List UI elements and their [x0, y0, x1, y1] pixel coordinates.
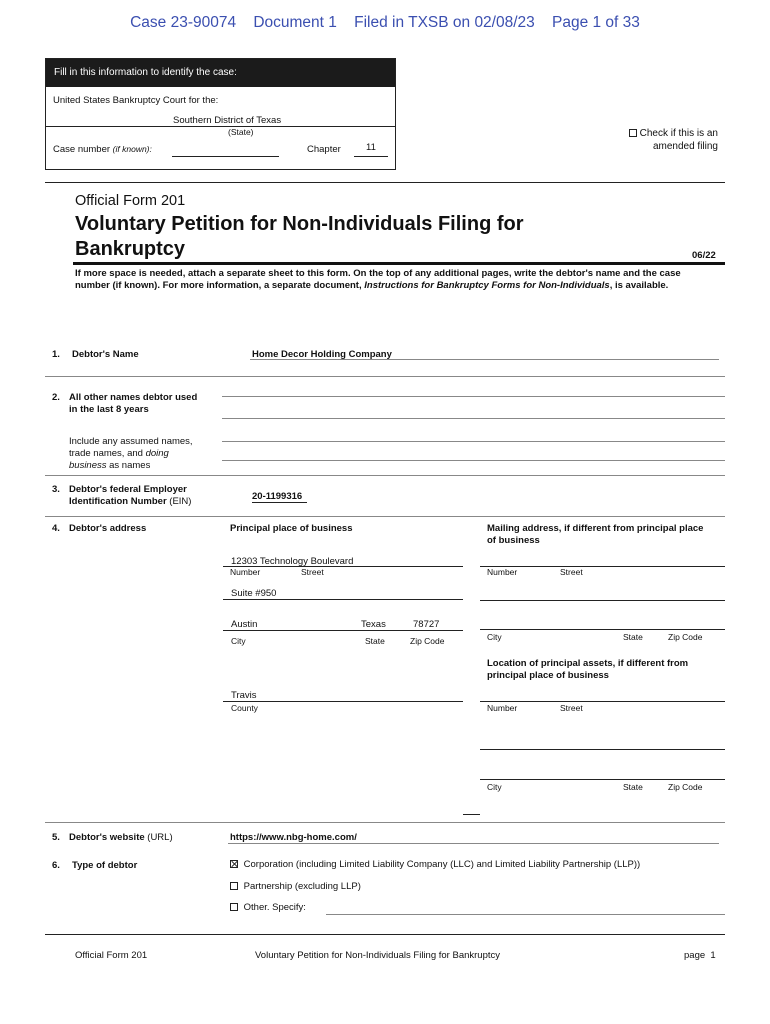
location-state-caption: State: [623, 782, 643, 792]
other-names-field-4[interactable]: [222, 460, 725, 461]
mailing-number-caption: Number: [487, 567, 518, 577]
footer-form-name: Official Form 201: [75, 950, 148, 961]
q5-label: Debtor's website (URL): [69, 832, 173, 843]
corporation-label: Corporation (including Limited Liability Company (LLC) and Limited Liability Partnership (LLP)): [243, 859, 641, 870]
amended-label-line2: amended filing: [652, 141, 718, 152]
debtor-type-corporation[interactable]: [230, 859, 640, 870]
principal-city-caption: City: [231, 636, 246, 646]
principal-county-value[interactable]: Travis: [231, 690, 257, 701]
principal-street-caption: Street: [301, 567, 324, 577]
location-number-caption: Number: [487, 703, 518, 713]
form-title-line2: Bankruptcy: [75, 238, 186, 260]
debtor-type-partnership[interactable]: [230, 881, 361, 892]
principal-zip-caption: Zip Code: [410, 636, 445, 646]
mailing-city-caption: City: [487, 632, 502, 642]
other-names-field-2[interactable]: [222, 418, 725, 419]
q1-label: Debtor's Name: [72, 349, 139, 360]
court-filing-stamp: Case 23-90074 Document 1 Filed in TXSB on 02/08/23 Page 1 of 33: [130, 14, 640, 31]
principal-state-caption: State: [365, 636, 385, 646]
ein-value[interactable]: 20-1199316: [252, 491, 303, 502]
principal-street-value[interactable]: 12303 Technology Boulevard: [231, 556, 354, 567]
footer-page-number: page 1: [684, 950, 716, 961]
location-street-field[interactable]: [480, 701, 725, 702]
mailing-state-caption: State: [623, 632, 643, 642]
website-value[interactable]: https://www.nbg-home.com/: [230, 832, 357, 843]
case-identification-box: [45, 58, 396, 170]
location-line2-field[interactable]: [480, 749, 725, 750]
principal-city-value[interactable]: Austin: [231, 619, 258, 630]
mailing-line2-field[interactable]: [480, 600, 725, 601]
partnership-checkbox[interactable]: [230, 882, 238, 890]
q4-number: 4.: [52, 523, 60, 534]
partnership-label: Partnership (excluding LLP): [243, 881, 361, 892]
amended-label-line1: Check if this is an: [639, 128, 718, 139]
q6-label: Type of debtor: [72, 860, 138, 871]
case-number-field[interactable]: [172, 156, 279, 157]
debtor-type-other[interactable]: [230, 902, 306, 913]
location-zip-caption: Zip Code: [668, 782, 703, 792]
district-value: Southern District of Texas: [173, 115, 282, 126]
mailing-street-caption: Street: [560, 567, 583, 577]
intro-instructions: If more space is needed, attach a separate sheet to this form. On the top of any additional pages, write the debtor's name and the case number (if known). For more information, a separate document, Instructions for Bankruptcy Forms for Non-Individuals, is available.: [75, 268, 681, 291]
q4-label: Debtor's address: [69, 523, 147, 534]
corporation-checkbox[interactable]: [230, 860, 238, 868]
chapter-label: Chapter: [307, 144, 341, 155]
title-rule: [73, 262, 725, 265]
q5-number: 5.: [52, 832, 60, 843]
amended-checkbox[interactable]: [629, 129, 637, 137]
amended-filing-option[interactable]: [616, 128, 718, 152]
location-city-caption: City: [487, 782, 502, 792]
form-title-line1: Voluntary Petition for Non-Individuals Filing for: [75, 213, 524, 235]
mailing-address-heading: Mailing address, if different from principal place of business: [487, 523, 704, 546]
other-checkbox[interactable]: [230, 903, 238, 911]
q1-number: 1.: [52, 349, 60, 360]
footer-form-title: Voluntary Petition for Non-Individuals Filing for Bankruptcy: [255, 950, 501, 961]
location-city-field[interactable]: [480, 779, 725, 780]
principal-place-heading: Principal place of business: [230, 523, 353, 534]
case-number-label: Case number (if known):: [53, 144, 152, 155]
idbox-header: Fill in this information to identify the case:: [46, 59, 395, 87]
mailing-city-field[interactable]: [480, 629, 725, 630]
chapter-value: 11: [366, 142, 376, 153]
other-specify-field[interactable]: [326, 914, 725, 915]
principal-suite-value[interactable]: Suite #950: [231, 588, 277, 599]
form-version: 06/22: [692, 250, 716, 261]
location-street-caption: Street: [560, 703, 583, 713]
location-assets-heading: Location of principal assets, if different from principal place of business: [487, 658, 689, 681]
q6-number: 6.: [52, 860, 60, 871]
q2-label: All other names debtor used in the last 8 years: [69, 392, 198, 415]
debtor-name-value[interactable]: Home Decor Holding Company: [252, 349, 392, 360]
q2-note: Include any assumed names, trade names, and doing business as names: [69, 436, 193, 471]
q3-number: 3.: [52, 484, 60, 495]
court-label: United States Bankruptcy Court for the:: [53, 95, 219, 106]
principal-number-caption: Number: [230, 567, 261, 577]
q2-number: 2.: [52, 392, 60, 403]
other-names-field-3[interactable]: [222, 441, 725, 442]
state-caption: (State): [228, 127, 254, 137]
principal-state-value[interactable]: Texas: [361, 619, 386, 630]
mailing-zip-caption: Zip Code: [668, 632, 703, 642]
q3-label: Debtor's federal Employer Identification Number (EIN): [69, 484, 192, 507]
other-label: Other. Specify:: [243, 902, 306, 913]
form-name: Official Form 201: [75, 193, 186, 209]
principal-county-caption: County: [231, 703, 258, 713]
other-names-field-1[interactable]: [222, 396, 725, 397]
principal-zip-value[interactable]: 78727: [413, 619, 440, 630]
